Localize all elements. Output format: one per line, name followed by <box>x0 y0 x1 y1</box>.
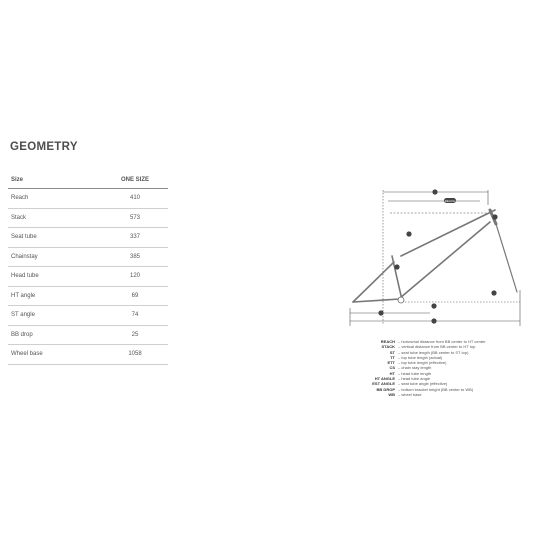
bike-frame <box>353 210 517 302</box>
column-header-one-size: ONE SIZE <box>102 172 168 189</box>
table-row <box>8 228 168 248</box>
marker-est-angle <box>394 264 399 269</box>
legend-key: TT <box>390 354 395 360</box>
table-header-row <box>8 172 168 189</box>
legend-key: HT ANGLE <box>374 376 395 382</box>
legend-desc: – bottom bracket height (BB center to WB) <box>398 386 474 392</box>
column-header-size: Size <box>8 172 102 189</box>
table-row <box>8 267 168 287</box>
legend-desc: – seat tube angle (effective) <box>398 381 448 387</box>
legend-key: STACK <box>381 344 395 350</box>
legend-key: REACH <box>380 339 395 344</box>
bottom-bracket <box>398 297 404 303</box>
row-label: Wheel base <box>8 345 102 365</box>
row-value: 573 <box>102 208 168 228</box>
legend-desc: – vertical distance from BB center to HT top <box>398 344 476 350</box>
marker-stack <box>432 189 437 194</box>
legend-desc: – wheel base <box>398 391 422 397</box>
legend-key: WB <box>388 391 395 397</box>
legend-desc: – chain stay length <box>398 365 432 371</box>
marker-chainstay <box>378 310 383 315</box>
geometry-legend <box>345 339 486 397</box>
legend-desc: – seat tube length (BB center to ST top) <box>398 349 469 355</box>
legend-key: ETT <box>387 360 395 366</box>
marker-head-tube <box>492 214 497 219</box>
frame-geometry-diagram <box>330 180 530 330</box>
table-row <box>8 306 168 326</box>
legend-key: HT <box>389 370 395 376</box>
dimension-markers <box>378 189 497 323</box>
legend-desc: – top tube length (effective) <box>398 360 447 366</box>
row-label: Chainstay <box>8 247 102 267</box>
geometry-table <box>8 172 168 365</box>
row-value: 1058 <box>102 345 168 365</box>
table-row <box>8 345 168 365</box>
fork <box>496 224 517 292</box>
marker-ht-angle <box>491 290 496 295</box>
legend-desc: – head tube angle <box>398 376 431 382</box>
chain-stay <box>353 299 400 302</box>
page-title: GEOMETRY <box>10 141 78 153</box>
row-label: HT angle <box>8 286 102 306</box>
legend-key: BB DROP <box>376 386 395 392</box>
row-label: Seat tube <box>8 228 102 248</box>
row-value: 25 <box>102 325 168 345</box>
tag-reach: REACH <box>444 199 456 203</box>
table-row <box>8 247 168 267</box>
row-label: Reach <box>8 189 102 209</box>
row-value: 337 <box>102 228 168 248</box>
top-tube <box>401 210 495 256</box>
marker-seat-tube <box>406 231 411 236</box>
row-value: 410 <box>102 189 168 209</box>
seat-stay <box>353 262 394 302</box>
legend-desc: – top tube length (actual) <box>398 354 443 360</box>
row-value: 385 <box>102 247 168 267</box>
row-value: 120 <box>102 267 168 287</box>
legend-key: CS <box>389 365 395 371</box>
down-tube <box>400 222 490 298</box>
row-label: ST angle <box>8 306 102 326</box>
legend-desc: – horizontal distance from BB center to HT center <box>398 339 486 344</box>
legend-key: EST ANGLE <box>372 381 395 387</box>
table-row <box>8 208 168 228</box>
legend-desc: – head tube length <box>398 370 432 376</box>
marker-bb-drop <box>431 303 436 308</box>
legend-item <box>345 392 486 397</box>
legend-key: ST <box>389 349 395 355</box>
table-row <box>8 325 168 345</box>
marker-wheelbase <box>431 318 436 323</box>
row-label: Stack <box>8 208 102 228</box>
row-value: 74 <box>102 306 168 326</box>
row-value: 69 <box>102 286 168 306</box>
row-label: BB drop <box>8 325 102 345</box>
table-row <box>8 189 168 209</box>
table-row <box>8 286 168 306</box>
row-label: Head tube <box>8 267 102 287</box>
